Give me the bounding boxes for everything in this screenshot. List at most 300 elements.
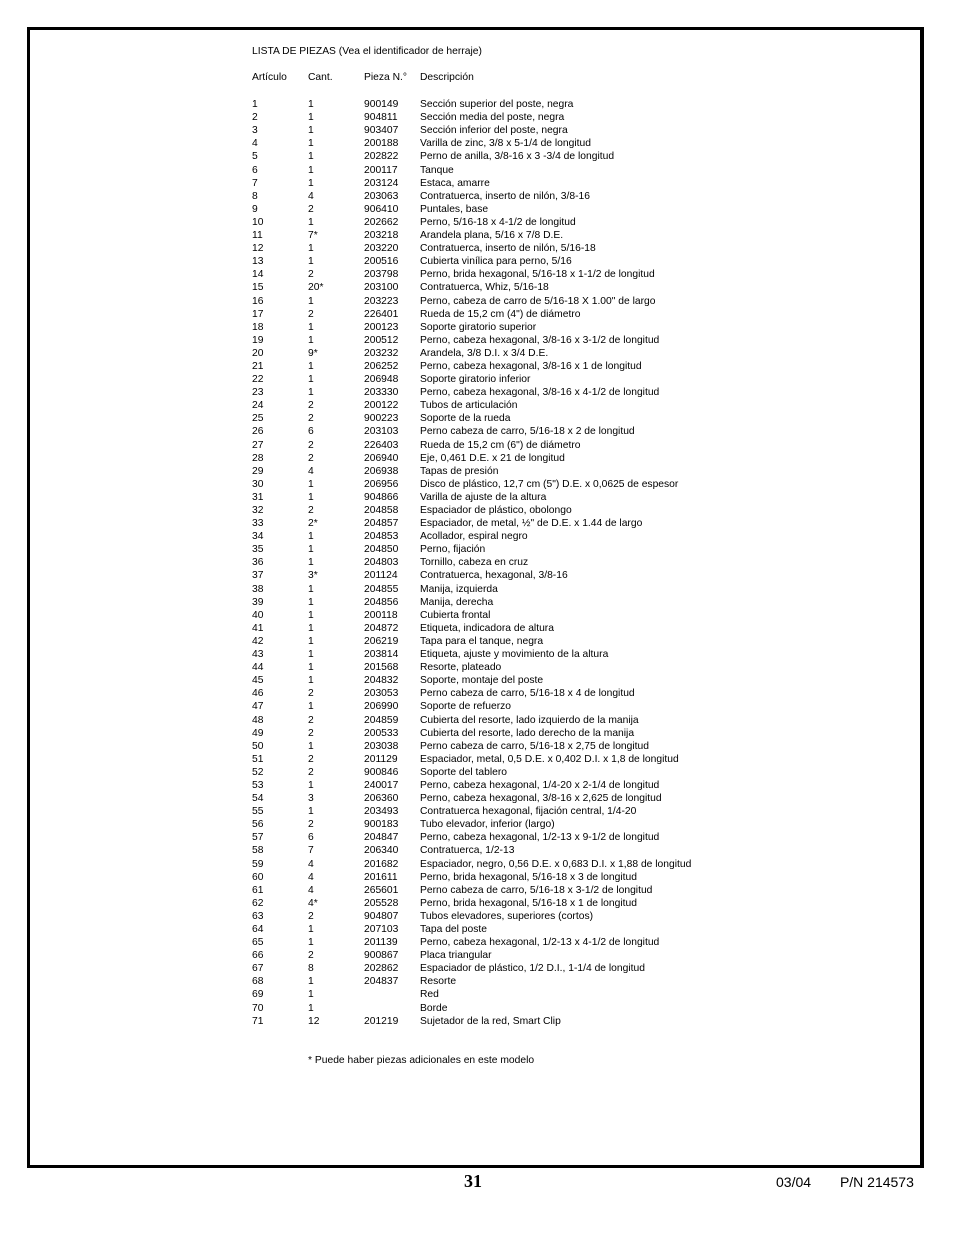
row-description: Contratuerca, Whiz, 5/16-18 [420, 282, 549, 294]
row-article: 48 [252, 714, 264, 726]
row-description: Perno, brida hexagonal, 5/16-18 x 3 de longitud [420, 871, 637, 883]
footer-part-number: P/N 214573 [839, 1174, 914, 1190]
table-row [252, 792, 691, 805]
row-article: 25 [252, 413, 264, 425]
row-article: 17 [252, 308, 264, 320]
row-quantity: 2 [308, 910, 314, 922]
table-row [252, 897, 691, 910]
row-article: 39 [252, 596, 264, 608]
row-quantity: 1 [308, 138, 314, 150]
row-quantity: 2 [308, 269, 314, 281]
table-row [252, 556, 691, 569]
table-row [252, 884, 691, 897]
row-quantity: 1 [308, 544, 314, 556]
row-part-number: 200516 [364, 256, 399, 268]
row-quantity: 1 [308, 164, 314, 176]
row-article: 63 [252, 910, 264, 922]
table-row [252, 295, 691, 308]
parts-list-title: LISTA DE PIEZAS (Vea el identificador de herraje) [252, 46, 482, 57]
row-article: 59 [252, 858, 264, 870]
row-quantity: 6 [308, 832, 314, 844]
row-part-number: 203330 [364, 387, 399, 399]
row-article: 26 [252, 426, 264, 438]
header-description: Descripción [420, 72, 474, 83]
row-part-number: 203220 [364, 243, 399, 255]
table-row [252, 661, 691, 674]
row-quantity: 4 [308, 465, 314, 477]
row-article: 11 [252, 230, 263, 242]
row-description: Soporte de la rueda [420, 413, 511, 425]
row-article: 24 [252, 400, 264, 412]
row-description: Sujetador de la red, Smart Clip [420, 1015, 561, 1027]
row-quantity: 6 [308, 426, 314, 438]
table-row [252, 766, 691, 779]
row-description: Soporte del tablero [420, 766, 508, 778]
table-row [252, 1002, 691, 1015]
row-description: Perno, fijación [420, 544, 486, 556]
row-article: 35 [252, 544, 264, 556]
row-quantity: 4 [308, 858, 314, 870]
row-description: Espaciador, negro, 0,56 D.E. x 0,683 D.I. x 1,88 de longitud [420, 858, 692, 870]
row-description: Puntales, base [420, 203, 489, 215]
row-description: Contratuerca, inserto de nilón, 3/8-16 [420, 190, 590, 202]
row-quantity: 9* [308, 347, 318, 359]
table-row [252, 439, 691, 452]
row-part-number: 201682 [364, 858, 399, 870]
row-article: 64 [252, 924, 264, 935]
row-quantity: 1 [308, 609, 314, 621]
row-quantity: 1 [308, 740, 314, 752]
table-row [252, 491, 691, 504]
row-part-number: 204856 [364, 596, 399, 608]
table-row [252, 609, 691, 622]
table-row [252, 805, 691, 818]
row-quantity: 1 [308, 924, 314, 935]
row-part-number: 203103 [364, 426, 399, 438]
table-row [252, 255, 691, 268]
row-article: 68 [252, 976, 264, 988]
row-description: Contratuerca, 1/2-13 [420, 845, 515, 857]
table-row [252, 347, 691, 360]
row-description: Perno, cabeza hexagonal, 1/4-20 x 2-1/4 de longitud [420, 779, 660, 791]
row-article: 36 [252, 557, 264, 569]
row-quantity: 2 [308, 203, 314, 215]
row-part-number: 203124 [364, 177, 399, 189]
row-article: 44 [252, 662, 264, 674]
row-article: 21 [252, 360, 264, 372]
row-description: Perno, brida hexagonal, 5/16-18 x 1 de longitud [420, 897, 637, 909]
row-quantity: 1 [308, 622, 314, 634]
row-description: Tubo elevador, inferior (largo) [420, 819, 555, 831]
row-quantity: 2 [308, 308, 314, 320]
row-article: 29 [252, 465, 264, 477]
row-article: 10 [252, 216, 264, 228]
row-quantity: 1 [308, 151, 314, 163]
row-quantity: 1 [308, 596, 314, 608]
table-row [252, 137, 691, 150]
row-article: 53 [252, 779, 264, 791]
table-row [252, 412, 691, 425]
row-quantity: 1 [308, 779, 314, 791]
table-row [252, 923, 691, 936]
row-quantity: 3 [308, 793, 314, 805]
table-row [252, 740, 691, 753]
row-quantity: 1 [308, 1002, 314, 1014]
row-description: Cubierta del resorte, lado izquierdo de la manija [420, 714, 639, 726]
row-quantity: 1 [308, 216, 314, 228]
row-part-number: 201568 [364, 662, 399, 674]
row-part-number: 206252 [364, 360, 399, 372]
row-article: 69 [252, 989, 264, 1001]
row-description: Eje, 0,461 D.E. x 21 de longitud [420, 452, 565, 464]
row-part-number: 206990 [364, 701, 399, 713]
row-quantity: 8 [308, 963, 314, 975]
row-description: Sección media del poste, negra [420, 112, 565, 124]
row-quantity: 1 [308, 557, 314, 569]
row-part-number: 207103 [364, 924, 399, 935]
row-part-number: 265601 [364, 884, 399, 896]
row-description: Varilla de ajuste de la altura [420, 491, 547, 503]
table-row [252, 177, 691, 190]
row-quantity: 2 [308, 505, 314, 516]
row-description: Perno, cabeza hexagonal, 1/2-13 x 4-1/2 de longitud [420, 937, 660, 949]
table-row [252, 124, 691, 137]
row-article: 20 [252, 347, 264, 359]
row-quantity: 2 [308, 766, 314, 778]
row-part-number: 900183 [364, 819, 399, 831]
row-article: 58 [252, 845, 264, 857]
table-row [252, 700, 691, 713]
row-quantity: 4 [308, 884, 314, 896]
row-article: 9 [252, 203, 258, 215]
row-part-number: 202822 [364, 151, 399, 163]
row-part-number: 205528 [364, 897, 399, 909]
row-part-number: 204857 [364, 518, 399, 530]
table-row [252, 936, 691, 949]
row-part-number: 204803 [364, 557, 399, 569]
table-row [252, 386, 691, 399]
table-row [252, 543, 691, 556]
row-description: Tubos elevadores, superiores (cortos) [420, 910, 594, 922]
row-article: 42 [252, 635, 264, 647]
row-description: Perno, brida hexagonal, 5/16-18 x 1-1/2 de longitud [420, 269, 655, 281]
table-row [252, 268, 691, 281]
table-row [252, 203, 691, 216]
row-description: Tapas de presión [420, 465, 499, 477]
row-description: Perno de anilla, 3/8-16 x 3 -3/4 de longitud [420, 151, 615, 163]
row-part-number: 206340 [364, 845, 399, 857]
table-row [252, 478, 691, 491]
table-row [252, 98, 691, 111]
row-description: Arandela, 3/8 D.I. x 3/4 D.E. [420, 347, 549, 359]
row-article: 7 [252, 177, 258, 189]
row-part-number: 203100 [364, 282, 399, 294]
row-part-number: 204855 [364, 583, 399, 595]
table-row [252, 399, 691, 412]
row-quantity: 1 [308, 701, 314, 713]
row-description: Contratuerca, hexagonal, 3/8-16 [420, 570, 568, 582]
row-article: 51 [252, 753, 264, 765]
row-quantity: 1 [308, 583, 314, 595]
row-description: Rueda de 15,2 cm (4") de diámetro [420, 308, 581, 320]
row-part-number: 203218 [364, 230, 399, 242]
row-article: 5 [252, 151, 258, 163]
row-part-number: 900223 [364, 413, 399, 425]
row-article: 32 [252, 505, 264, 516]
parts-list [252, 45, 691, 1067]
row-article: 14 [252, 269, 264, 281]
row-description: Espaciador de plástico, obolongo [420, 505, 572, 516]
row-article: 66 [252, 950, 264, 962]
table-row [252, 334, 691, 347]
row-part-number: 203063 [364, 190, 399, 202]
row-part-number: 204832 [364, 675, 399, 687]
row-description: Resorte, plateado [420, 662, 502, 674]
table-header [252, 71, 691, 84]
row-quantity: 2 [308, 819, 314, 831]
row-description: Red [420, 989, 439, 1001]
row-article: 60 [252, 871, 264, 883]
row-part-number: 200188 [364, 138, 399, 150]
row-description: Tubos de articulación [420, 400, 518, 412]
row-article: 43 [252, 649, 264, 661]
row-part-number: 206938 [364, 465, 399, 477]
row-description: Acollador, espiral negro [420, 531, 528, 543]
row-part-number: 906410 [364, 203, 399, 215]
row-quantity: 2 [308, 714, 314, 726]
row-article: 71 [252, 1015, 264, 1027]
row-quantity: 1 [308, 937, 314, 949]
table-row [252, 648, 691, 661]
row-article: 49 [252, 727, 264, 739]
header-part-number: Pieza N.° [364, 72, 408, 83]
row-part-number: 206956 [364, 478, 399, 490]
table-row [252, 753, 691, 766]
row-part-number: 200123 [364, 321, 399, 333]
row-description: Perno cabeza de carro, 5/16-18 x 4 de longitud [420, 688, 635, 700]
row-part-number: 904811 [364, 112, 398, 124]
row-quantity: 2 [308, 950, 314, 962]
table-row [252, 779, 691, 792]
table-row [252, 216, 691, 229]
row-part-number: 203223 [364, 295, 399, 307]
row-description: Sección inferior del poste, negra [420, 125, 568, 137]
table-row [252, 452, 691, 465]
row-quantity: 1 [308, 321, 314, 333]
row-part-number: 200117 [364, 164, 398, 176]
row-description: Espaciador, metal, 0,5 D.E. x 0,402 D.I. x 1,8 de longitud [420, 753, 679, 765]
table-row [252, 687, 691, 700]
row-part-number: 206219 [364, 635, 399, 647]
table-row [252, 583, 691, 596]
row-quantity: 2 [308, 452, 314, 464]
row-description: Contratuerca, inserto de nilón, 5/16-18 [420, 243, 596, 255]
row-quantity: 1 [308, 99, 314, 111]
table-row [252, 504, 691, 517]
table-row [252, 229, 691, 242]
row-quantity: 1 [308, 256, 314, 268]
row-quantity: 2 [308, 413, 314, 425]
row-article: 57 [252, 832, 264, 844]
row-description: Perno, cabeza hexagonal, 3/8-16 x 3-1/2 de longitud [420, 334, 660, 346]
table-body [252, 98, 691, 1028]
row-article: 23 [252, 387, 264, 399]
footer-info [776, 1174, 914, 1190]
table-row [252, 818, 691, 831]
row-quantity: 2 [308, 753, 314, 765]
table-row [252, 596, 691, 609]
table-row [252, 844, 691, 857]
row-description: Tornillo, cabeza en cruz [420, 557, 529, 569]
table-row [252, 635, 691, 648]
row-description: Disco de plástico, 12,7 cm (5") D.E. x 0,0625 de espesor [420, 478, 679, 490]
row-part-number: 201611 [364, 871, 398, 883]
row-description: Cubierta vinílica para perno, 5/16 [420, 256, 572, 268]
row-quantity: 1 [308, 806, 314, 818]
row-article: 18 [252, 321, 264, 333]
row-article: 27 [252, 439, 264, 451]
row-quantity: 2 [308, 688, 314, 700]
row-description: Soporte giratorio superior [420, 321, 537, 333]
row-part-number: 204858 [364, 505, 399, 516]
row-part-number: 226401 [364, 308, 399, 320]
row-description: Tapa para el tanque, negra [420, 635, 544, 647]
row-article: 22 [252, 374, 264, 386]
row-part-number: 203493 [364, 806, 399, 818]
row-part-number [364, 988, 420, 1001]
row-quantity: 1 [308, 491, 314, 503]
row-article: 3 [252, 125, 258, 137]
row-quantity: 4 [308, 871, 314, 883]
row-part-number: 204853 [364, 531, 399, 543]
row-quantity: 3* [308, 570, 318, 582]
row-part-number: 206360 [364, 793, 399, 805]
row-article: 45 [252, 675, 264, 687]
row-description: Borde [420, 1002, 448, 1014]
table-row [252, 373, 691, 386]
row-part-number: 206948 [364, 374, 399, 386]
row-part-number [364, 1002, 420, 1015]
row-description: Soporte giratorio inferior [420, 374, 531, 386]
table-row [252, 517, 691, 530]
row-quantity: 1 [308, 125, 314, 137]
row-part-number: 200533 [364, 727, 399, 739]
row-description: Varilla de zinc, 3/8 x 5-1/4 de longitud [420, 138, 591, 150]
row-part-number: 202662 [364, 216, 399, 228]
row-part-number: 203814 [364, 649, 399, 661]
table-row [252, 281, 691, 294]
row-part-number: 201124 [364, 570, 398, 582]
row-description: Perno, cabeza de carro de 5/16-18 X 1.00" de largo [420, 295, 656, 307]
table-row [252, 360, 691, 373]
row-article: 40 [252, 609, 264, 621]
row-article: 28 [252, 452, 264, 464]
row-part-number: 201139 [364, 937, 398, 949]
row-quantity: 1 [308, 112, 314, 124]
row-article: 61 [252, 884, 264, 896]
header-quantity: Cant. [308, 72, 333, 83]
row-article: 37 [252, 570, 264, 582]
table-row [252, 858, 691, 871]
row-part-number: 203798 [364, 269, 399, 281]
footer-date: 03/04 [776, 1174, 812, 1190]
row-article: 4 [252, 138, 258, 150]
row-article: 56 [252, 819, 264, 831]
row-article: 12 [252, 243, 264, 255]
row-article: 16 [252, 295, 264, 307]
row-quantity: 1 [308, 989, 314, 1001]
row-description: Contratuerca hexagonal, fijación central, 1/4-20 [420, 806, 637, 818]
row-part-number: 204872 [364, 622, 399, 634]
row-part-number: 900867 [364, 950, 399, 962]
row-part-number: 240017 [364, 779, 399, 791]
row-quantity: 1 [308, 243, 314, 255]
row-description: Sección superior del poste, negra [420, 99, 574, 111]
table-row [252, 569, 691, 582]
row-quantity: 2 [308, 439, 314, 451]
row-quantity: 1 [308, 976, 314, 988]
row-article: 6 [252, 164, 258, 176]
row-part-number: 203053 [364, 688, 399, 700]
page-number: 31 [464, 1171, 482, 1191]
row-quantity: 1 [308, 334, 314, 346]
row-part-number: 202862 [364, 963, 399, 975]
row-quantity: 20* [308, 282, 324, 294]
row-article: 54 [252, 793, 264, 805]
row-article: 62 [252, 897, 264, 909]
row-description: Perno, cabeza hexagonal, 3/8-16 x 2,625 de longitud [420, 793, 662, 805]
row-part-number: 900846 [364, 766, 399, 778]
row-part-number: 206940 [364, 452, 399, 464]
row-part-number: 200122 [364, 400, 399, 412]
row-part-number: 204850 [364, 544, 399, 556]
table-row [252, 975, 691, 988]
row-description: Cubierta frontal [420, 609, 491, 621]
row-part-number: 204837 [364, 976, 399, 988]
row-part-number: 226403 [364, 439, 399, 451]
row-quantity: 1 [308, 387, 314, 399]
row-description: Perno, cabeza hexagonal, 3/8-16 x 4-1/2 de longitud [420, 387, 660, 399]
row-quantity: 1 [308, 675, 314, 687]
row-quantity: 12 [308, 1015, 320, 1027]
table-row [252, 871, 691, 884]
row-article: 70 [252, 1002, 264, 1014]
row-article: 52 [252, 766, 264, 778]
table-row [252, 425, 691, 438]
row-part-number: 204859 [364, 714, 399, 726]
row-article: 33 [252, 518, 264, 530]
row-article: 47 [252, 701, 264, 713]
row-quantity: 1 [308, 649, 314, 661]
row-description: Rueda de 15,2 cm (6") de diámetro [420, 439, 581, 451]
footnote: * Puede haber piezas adicionales en este modelo [308, 1054, 535, 1066]
row-part-number: 200118 [364, 609, 398, 621]
row-part-number: 201129 [364, 753, 398, 765]
row-description: Cubierta del resorte, lado derecho de la manija [420, 727, 635, 739]
table-row [252, 190, 691, 203]
row-article: 34 [252, 531, 264, 543]
row-article: 2 [252, 112, 258, 124]
row-article: 38 [252, 583, 264, 595]
row-quantity: 2 [308, 400, 314, 412]
row-description: Perno cabeza de carro, 5/16-18 x 3-1/2 de longitud [420, 884, 653, 896]
row-description: Placa triangular [420, 950, 492, 962]
table-row [252, 530, 691, 543]
row-article: 1 [252, 99, 258, 111]
row-description: Etiqueta, ajuste y movimiento de la altura [420, 649, 609, 661]
row-article: 46 [252, 688, 264, 700]
row-part-number: 203232 [364, 347, 399, 359]
